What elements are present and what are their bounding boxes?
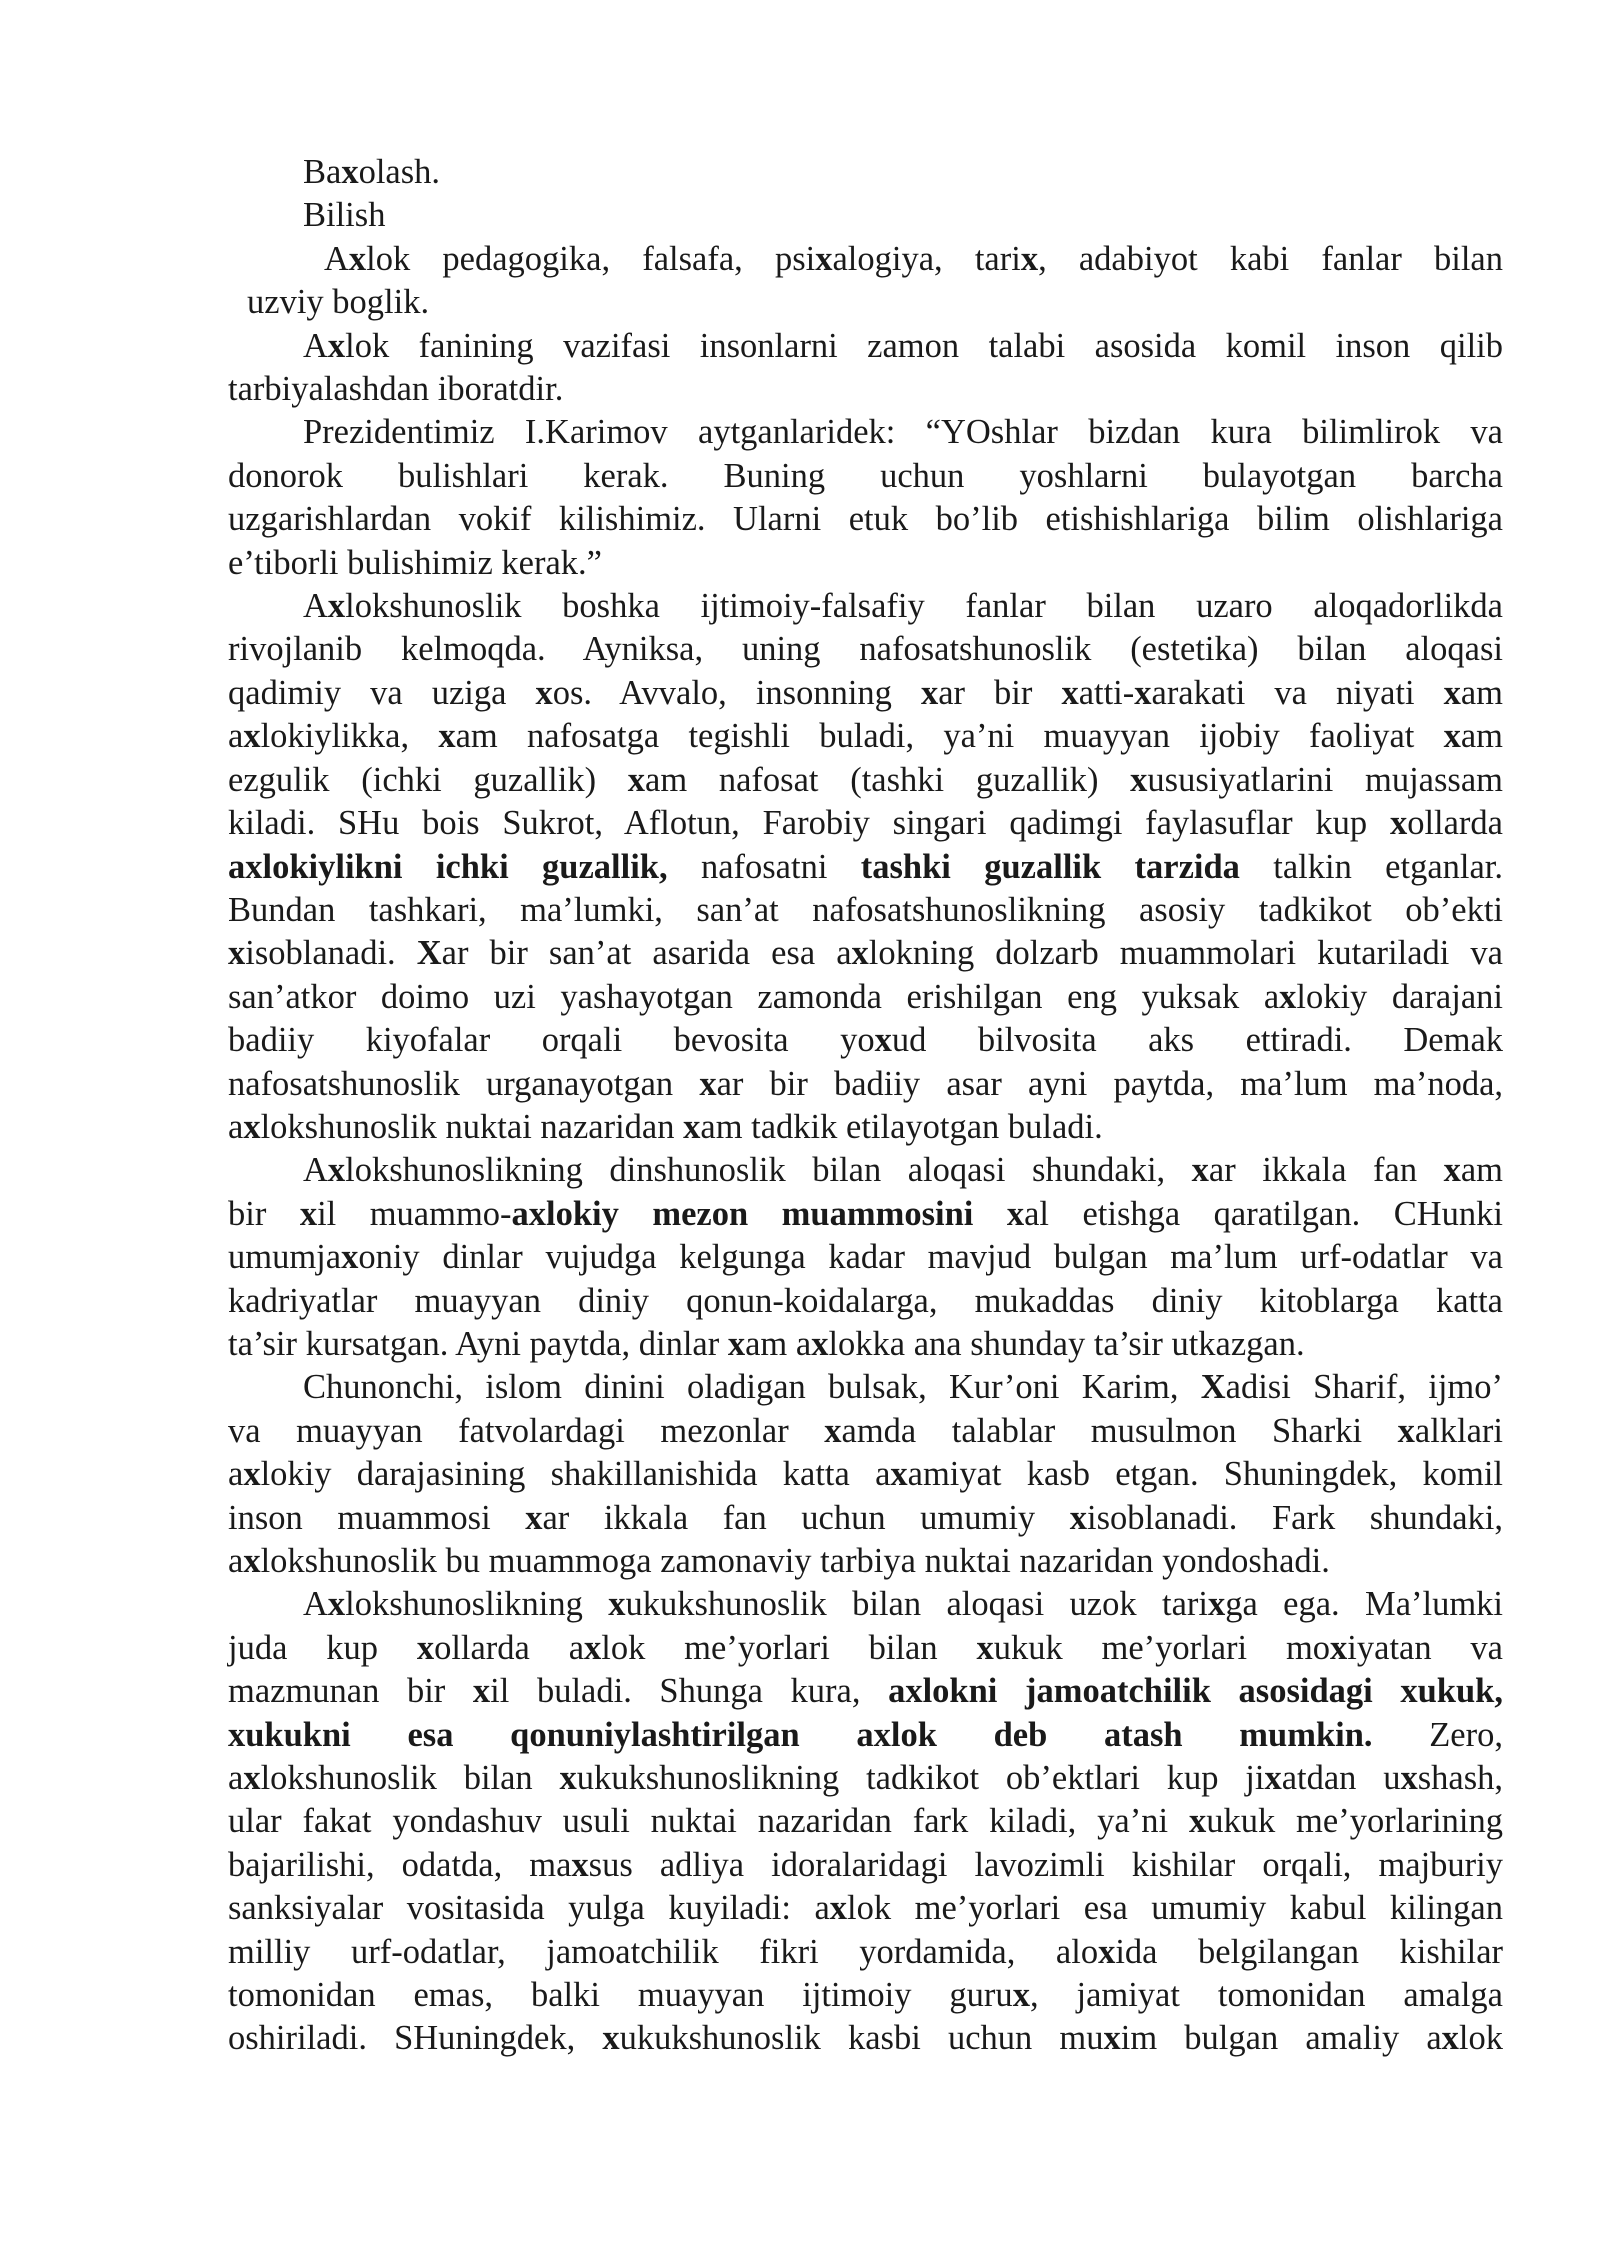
text-line bbox=[228, 1063, 1503, 1106]
text-run: donorok bulishlari kerak. Buning uchun yoshlarni bulayotgan barcha bbox=[228, 456, 1503, 495]
text-line bbox=[228, 411, 1503, 454]
bold-text-run: x bbox=[874, 1021, 892, 1060]
text-line bbox=[228, 1714, 1503, 1757]
bold-text-run: x bbox=[472, 1672, 491, 1711]
text-line bbox=[228, 1583, 1503, 1626]
text-line bbox=[228, 976, 1503, 1019]
text-run: uzviy boglik. bbox=[247, 283, 430, 322]
text-line bbox=[228, 672, 1503, 715]
bold-text-run: x bbox=[1389, 804, 1408, 843]
text-run: lok me’yorlari esa umumiy kabul kilingan bbox=[847, 1889, 1503, 1928]
text-run: ukuk me’yorlari mo bbox=[993, 1628, 1331, 1667]
text-run: adisi Sharif, ijmo’ bbox=[1225, 1368, 1503, 1407]
bold-text-run: x bbox=[243, 717, 261, 756]
bold-text-run: x bbox=[243, 1542, 261, 1580]
text-run: ud bilvosita aks ettiradi. Demak bbox=[891, 1021, 1504, 1060]
text-line bbox=[228, 1627, 1503, 1670]
text-run: talkin etganlar. bbox=[1239, 847, 1503, 886]
text-run: atdan u bbox=[1281, 1759, 1401, 1798]
text-line bbox=[228, 281, 1503, 324]
bold-text-run: x bbox=[851, 934, 869, 973]
text-run: a bbox=[228, 1542, 244, 1580]
text-run: A bbox=[324, 239, 349, 278]
bold-text-run: x bbox=[327, 587, 346, 626]
text-line bbox=[228, 1410, 1503, 1453]
text-run: oshiriladi. SHuningdek, bbox=[228, 2019, 603, 2058]
text-run: ular fakat yondashuv usuli nuktai nazaridan fark kiladi, ya’ni bbox=[228, 1802, 1189, 1841]
text-run: lokshunoslikning bbox=[345, 1585, 609, 1624]
bold-text-run: x bbox=[327, 1585, 346, 1624]
text-run: lokshunoslik bu muammoga zamonaviy tarbiya nuktai nazaridan yondoshadi. bbox=[260, 1542, 1330, 1580]
text-run: os. Avvalo, insonning bbox=[552, 673, 921, 712]
text-line bbox=[228, 802, 1503, 845]
bold-text-run: x bbox=[824, 1411, 842, 1450]
text-run: sanksiyalar vositasida yulga kuyiladi: a bbox=[228, 1889, 830, 1928]
text-line bbox=[228, 1366, 1503, 1409]
bold-text-run: x bbox=[1103, 2019, 1121, 2058]
bold-text-run: x bbox=[1264, 1759, 1282, 1798]
text-run: amiyat kasb etgan. Shuningdek, komil bbox=[907, 1455, 1504, 1494]
bold-text-run: x bbox=[1061, 673, 1079, 712]
text-run: ida belgilangan kishilar bbox=[1115, 1932, 1504, 1971]
text-run: alogiya, tari bbox=[832, 239, 1021, 278]
text-run: e’tiborli bulishimiz kerak.” bbox=[228, 543, 602, 582]
text-run: , jamiyat tomonidan amalga bbox=[1029, 1976, 1503, 2015]
text-run: ollarda a bbox=[434, 1628, 585, 1667]
text-run: lokshunoslik nuktai nazaridan bbox=[260, 1107, 684, 1146]
bold-text-run: x bbox=[727, 1324, 746, 1363]
text-run: a bbox=[228, 1107, 244, 1146]
text-run: shash, bbox=[1417, 1759, 1503, 1798]
bold-text-run: axlokiy mezon muammosini bbox=[511, 1194, 974, 1233]
bold-text-run: x bbox=[1134, 673, 1152, 712]
text-run: tarbiyalashdan iboratdir. bbox=[228, 370, 564, 409]
text-run: uzgarishlardan vokif kilishimiz. Ularni etuk bo’lib etishishlariga bilim olishlariga bbox=[228, 500, 1503, 539]
text-run: a bbox=[228, 1759, 244, 1798]
text-line bbox=[228, 1757, 1503, 1800]
text-run: A bbox=[303, 1151, 328, 1190]
text-run: san’atkor doimo uzi yashayotgan zamonda erishilgan eng yuksak a bbox=[228, 977, 1280, 1016]
text-line bbox=[228, 1540, 1503, 1583]
bold-text-run: x bbox=[1191, 1151, 1209, 1190]
text-run: inson muammosi bbox=[228, 1498, 526, 1537]
text-run: lok fanining vazifasi insonlarni zamon talabi asosida komil inson qilib bbox=[345, 326, 1503, 365]
text-line bbox=[228, 194, 1503, 237]
bold-text-run: x bbox=[602, 2019, 620, 2058]
bold-text-run: x bbox=[1006, 1194, 1025, 1233]
text-run: bajarilishi, odatda, ma bbox=[228, 1845, 572, 1884]
text-line bbox=[228, 1019, 1503, 1062]
bold-text-run: axlokiylikni ichki guzallik, bbox=[228, 847, 668, 886]
text-run: ezgulik (ichki guzallik) bbox=[228, 760, 628, 799]
text-run: bir bbox=[228, 1194, 300, 1233]
bold-text-run: x bbox=[699, 1064, 717, 1103]
bold-text-run: x bbox=[341, 153, 359, 191]
bold-text-run: x bbox=[1443, 1151, 1461, 1190]
text-run: iyatan va bbox=[1347, 1628, 1503, 1667]
text-run: ukuk me’yorlarining bbox=[1206, 1802, 1503, 1841]
text-run: amda talablar musulmon Sharki bbox=[841, 1411, 1398, 1450]
text-run: lokiylikka, bbox=[260, 717, 439, 756]
text-line bbox=[228, 1453, 1503, 1496]
text-run: va muayyan fatvolardagi mezonlar bbox=[228, 1411, 825, 1450]
text-run: tomonidan emas, balki muayyan ijtimoiy guru bbox=[228, 1976, 1013, 2015]
text-line bbox=[228, 1670, 1503, 1713]
text-run bbox=[973, 1195, 1006, 1233]
bold-text-run: x bbox=[243, 1759, 261, 1798]
text-run: milliy urf-odatlar, jamoatchilik fikri yordamida, alo bbox=[228, 1932, 1099, 1971]
bold-text-run: x bbox=[829, 1889, 848, 1928]
bold-text-run: x bbox=[1443, 673, 1461, 712]
text-line bbox=[228, 455, 1503, 498]
bold-text-run: x bbox=[976, 1628, 994, 1667]
text-run: Prezidentimiz I.Karimov aytganlaridek: “YOshlar bizdan kura bilimlirok va bbox=[303, 413, 1503, 452]
text-run: Bundan tashkari, ma’lumki, san’at nafosatshunoslikning asosiy tadkikot ob’ekti bbox=[228, 890, 1503, 929]
text-run: lok pedagogika, falsafa, psi bbox=[366, 239, 816, 278]
bold-text-run: x bbox=[1397, 1411, 1415, 1450]
bold-text-run: x bbox=[348, 239, 367, 278]
text-line bbox=[228, 498, 1503, 541]
text-run: al etishga qaratilgan. CHunki bbox=[1024, 1194, 1503, 1233]
text-line bbox=[228, 151, 1503, 194]
text-run: lokning dolzarb muammolari kutariladi va bbox=[868, 934, 1503, 973]
text-line bbox=[228, 1931, 1503, 1974]
text-run: lokka ana shunday ta’sir utkazgan. bbox=[828, 1324, 1305, 1363]
bold-text-run: axlokni jamoatchilik asosidagi xukuk, bbox=[888, 1672, 1503, 1711]
text-line bbox=[228, 1887, 1503, 1930]
text-run: A bbox=[303, 587, 328, 626]
bold-text-run: x bbox=[243, 1107, 261, 1146]
text-run: am tadkik etilayotgan buladi. bbox=[700, 1107, 1103, 1146]
text-run: ukukshunoslik bilan aloqasi uzok tari bbox=[625, 1585, 1208, 1624]
text-run: mazmunan bir bbox=[228, 1672, 473, 1711]
text-line bbox=[228, 846, 1503, 889]
text-run: am bbox=[1460, 717, 1503, 756]
text-run: Bilish bbox=[303, 196, 386, 235]
text-run: ukukshunoslik kasbi uchun mu bbox=[619, 2019, 1104, 2058]
bold-text-run: x bbox=[1098, 1932, 1116, 1971]
text-run: am bbox=[1460, 673, 1504, 712]
bold-text-run: x bbox=[559, 1759, 577, 1798]
text-run: isoblanadi. bbox=[245, 934, 417, 973]
text-run: lokshunoslik bilan bbox=[260, 1759, 560, 1798]
bold-text-run: x bbox=[627, 760, 646, 799]
bold-text-run: x bbox=[1188, 1802, 1207, 1841]
bold-text-run: x bbox=[327, 1151, 346, 1190]
text-run: atti- bbox=[1078, 673, 1135, 712]
text-run: rivojlanib kelmoqda. Ayniksa, uning nafosatshunoslik (estetika) bilan aloqasi bbox=[228, 630, 1503, 669]
text-run: ga ega. Ma’lumki bbox=[1225, 1585, 1503, 1624]
bold-text-run: x bbox=[683, 1107, 701, 1146]
text-line bbox=[228, 1974, 1503, 2017]
text-run: ollarda bbox=[1407, 804, 1503, 843]
text-run: sus adliya idoralaridagi lavozimli kishilar orqali, majburiy bbox=[588, 1845, 1504, 1884]
text-line bbox=[228, 1844, 1503, 1887]
text-line bbox=[228, 889, 1503, 932]
bold-text-run: x bbox=[416, 1628, 435, 1667]
bold-text-run: x bbox=[1441, 2019, 1459, 2058]
bold-text-run: x bbox=[341, 1238, 359, 1277]
text-line bbox=[228, 2017, 1503, 2060]
text-line bbox=[228, 1280, 1503, 1323]
text-run: isoblanadi. Fark shundaki, bbox=[1087, 1498, 1503, 1537]
text-line bbox=[228, 1323, 1503, 1366]
bold-text-run: X bbox=[416, 934, 442, 973]
text-run: Ba bbox=[303, 153, 342, 191]
text-run: am bbox=[1460, 1151, 1503, 1190]
text-run: ar bir badiiy asar ayni paytda, ma’lum ma’noda, bbox=[716, 1064, 1504, 1103]
bold-text-run: x bbox=[1130, 760, 1148, 799]
text-run: ukukshunoslikning tadkikot ob’ektlari kup ji bbox=[576, 1759, 1265, 1798]
text-run: A bbox=[303, 326, 328, 365]
text-line bbox=[228, 1497, 1503, 1540]
bold-text-run: x bbox=[1443, 717, 1461, 756]
text-run: nafosatni bbox=[667, 847, 861, 886]
bold-text-run: x bbox=[571, 1845, 589, 1884]
text-run: badiiy kiyofalar orqali bevosita yo bbox=[228, 1021, 875, 1060]
bold-text-run: x bbox=[920, 673, 939, 712]
text-line bbox=[228, 628, 1503, 671]
text-run: ar bir san’at asarida esa a bbox=[441, 934, 852, 973]
text-run: il buladi. Shunga kura, bbox=[490, 1672, 889, 1711]
text-run: lokiy darajani bbox=[1296, 977, 1503, 1016]
text-run: ar ikkala fan uchun umumiy bbox=[542, 1498, 1070, 1537]
text-run: lokshunoslik boshka ijtimoiy-falsafiy fanlar bilan uzaro aloqadorlikda bbox=[345, 587, 1503, 626]
text-run: a bbox=[228, 1455, 244, 1494]
text-run: kiladi. SHu bois Sukrot, Aflotun, Farobiy singari qadimgi faylasuflar kup bbox=[228, 804, 1390, 843]
bold-text-run: x bbox=[1330, 1628, 1348, 1667]
text-run: lokiy darajasining shakillanishida katta a bbox=[260, 1455, 891, 1494]
text-run: Chunonchi, islom dinini oladigan bulsak, Kur’oni Karim, bbox=[303, 1368, 1201, 1407]
bold-text-run: x bbox=[1400, 1759, 1418, 1798]
text-run: Zero, bbox=[1372, 1715, 1503, 1754]
text-run: , adabiyot kabi fanlar bilan bbox=[1038, 239, 1503, 278]
bold-text-run: x bbox=[890, 1455, 908, 1494]
text-line bbox=[228, 238, 1503, 281]
text-run: oniy dinlar vujudga kelgunga kadar mavjud bulgan ma’lum urf-odatlar va bbox=[358, 1238, 1503, 1277]
bold-text-run: x bbox=[584, 1628, 602, 1667]
text-run: arakati va niyati bbox=[1151, 673, 1444, 712]
text-run: lok bbox=[1458, 2019, 1504, 2058]
text-run: am nafosatga tegishli buladi, ya’ni muayyan ijobiy faoliyat bbox=[455, 717, 1444, 756]
bold-text-run: x bbox=[525, 1498, 543, 1537]
bold-text-run: x bbox=[1207, 1585, 1226, 1624]
text-run: olash. bbox=[358, 153, 441, 191]
bold-text-run: tashki guzallik tarzida bbox=[860, 847, 1240, 886]
text-run: lokshunoslikning dinshunoslik bilan aloqasi shundaki, bbox=[345, 1151, 1192, 1190]
text-run: juda kup bbox=[228, 1628, 417, 1667]
text-line bbox=[228, 542, 1503, 585]
bold-text-run: x bbox=[1012, 1976, 1030, 2015]
text-run: umumja bbox=[228, 1238, 342, 1277]
text-run: qadimiy va uziga bbox=[228, 673, 536, 712]
text-line bbox=[228, 759, 1503, 802]
text-line bbox=[228, 715, 1503, 758]
text-run: A bbox=[303, 1585, 328, 1624]
text-line bbox=[228, 585, 1503, 628]
text-run: ta’sir kursatgan. Ayni paytda, dinlar bbox=[228, 1324, 728, 1363]
bold-text-run: x bbox=[243, 1455, 261, 1494]
bold-text-run: x bbox=[815, 239, 833, 278]
text-line bbox=[228, 1800, 1503, 1843]
text-line bbox=[228, 325, 1503, 368]
text-run: am nafosat (tashki guzallik) bbox=[645, 760, 1131, 799]
bold-text-run: x bbox=[1069, 1498, 1087, 1537]
text-line bbox=[228, 1149, 1503, 1192]
text-run: kadriyatlar muayyan diniy qonun-koidalarga, mukaddas diniy kitoblarga katta bbox=[228, 1281, 1503, 1320]
bold-text-run: x bbox=[438, 717, 456, 756]
bold-text-run: x bbox=[228, 934, 246, 973]
text-line bbox=[228, 1193, 1503, 1236]
text-run: ar ikkala fan bbox=[1208, 1151, 1444, 1190]
bold-text-run: x bbox=[327, 326, 346, 365]
text-run: lok me’yorlari bilan bbox=[601, 1628, 977, 1667]
body-text bbox=[228, 151, 1503, 2061]
text-line bbox=[228, 1106, 1503, 1149]
bold-text-run: xukukni esa qonuniylashtirilgan axlok deb atash mumkin. bbox=[228, 1715, 1373, 1754]
bold-text-run: x bbox=[1279, 977, 1297, 1016]
text-run: im bulgan amaliy a bbox=[1120, 2019, 1442, 2058]
text-run: alklari bbox=[1414, 1411, 1504, 1450]
text-line bbox=[228, 368, 1503, 411]
text-run: nafosatshunoslik urganayotgan bbox=[228, 1064, 700, 1103]
bold-text-run: x bbox=[811, 1324, 829, 1363]
bold-text-run: x bbox=[608, 1585, 626, 1624]
text-line bbox=[228, 932, 1503, 975]
text-run: ususiyatlarini mujassam bbox=[1147, 760, 1503, 799]
text-run: a bbox=[228, 717, 244, 756]
bold-text-run: x bbox=[1020, 239, 1039, 278]
bold-text-run: X bbox=[1200, 1368, 1226, 1407]
text-run: ar bir bbox=[938, 673, 1062, 712]
text-line bbox=[228, 1236, 1503, 1279]
text-run: il muammo- bbox=[317, 1194, 512, 1233]
text-run: am a bbox=[745, 1324, 812, 1363]
bold-text-run: x bbox=[535, 673, 553, 712]
bold-text-run: x bbox=[299, 1194, 318, 1233]
